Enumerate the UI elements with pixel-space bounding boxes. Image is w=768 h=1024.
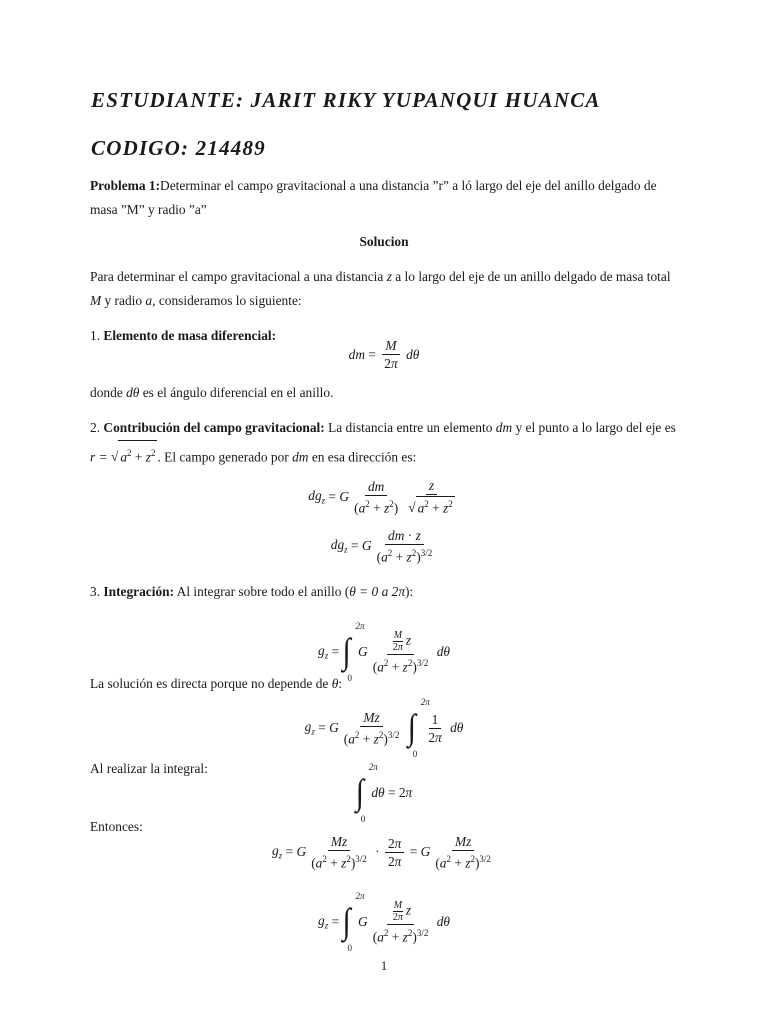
step2-var-dm2: dm bbox=[292, 449, 309, 465]
equation-integral-dtheta: ∫ 2π 0 dθ = 2 π bbox=[355, 762, 413, 824]
intro-paragraph bbox=[90, 265, 682, 313]
step2-text-a: La distancia entre un elemento bbox=[324, 420, 496, 435]
step2-number: 2. bbox=[90, 420, 101, 435]
step1-title: Elemento de masa diferencial: bbox=[103, 328, 277, 343]
problem-statement bbox=[90, 174, 682, 222]
step2-title: Contribución del campo gravitacional: bbox=[103, 420, 325, 435]
intro-var-a: a bbox=[145, 293, 153, 308]
step3-text-b: ): bbox=[405, 584, 414, 599]
equation-gz-integral-1: $g_z$ = ∫ 2π 0 G $\frac{M}{2\pi}$ z $(a^2 + z^2)^{3/2}$ dθ bbox=[318, 621, 450, 684]
student-code-heading: CODIGO: 214489 bbox=[91, 136, 266, 160]
equation-gz-final: $g_z$ = G $\frac{Mz}{(a^2 + z^2)^{3/2}}$ · $\frac{2\pi}{2\pi}$ = G $\frac{Mz}{(a^2 + z^2)^{3/2}}$ bbox=[272, 834, 491, 871]
intro-var-m: M bbox=[90, 293, 102, 308]
step3-title: Integración: bbox=[103, 584, 175, 599]
problem-label: Problema 1: bbox=[90, 178, 161, 193]
step1-number: 1. bbox=[90, 328, 101, 343]
solution-title: Solucion bbox=[359, 234, 409, 249]
step2-text-d: en esa dirección es: bbox=[308, 449, 417, 465]
step1-note-b: es el ángulo diferencial en el anillo. bbox=[139, 385, 334, 400]
equation-gz-2: $g_z$ = G $\frac{Mz}{(a^2 + z^2)^{3/2}}$ ∫ 2π 0 $\frac{1}{2\pi}$ dθ bbox=[304, 697, 464, 760]
step1-note-a: donde bbox=[90, 385, 127, 400]
step2-r-eq: r = bbox=[90, 449, 111, 465]
intro-var-z: z bbox=[386, 269, 392, 284]
intro-text-c: y radio bbox=[101, 293, 146, 308]
equation-gz-integral-2: $g_z$ = ∫ 2π 0 G $\frac{M}{2\pi}$ z $(a^2 + z^2)^{3/2}$ dθ bbox=[318, 891, 450, 954]
direct-text: La solución es directa porque no depende de bbox=[90, 676, 332, 691]
intro-text-a: Para determinar el campo gravitacional a una distancia bbox=[90, 269, 387, 284]
step3-number: 3. bbox=[90, 584, 101, 599]
problem-text: Determinar el campo gravitacional a una distancia ”r” a ló largo del eje del anillo delgado de masa ”M” y radio ”a” bbox=[90, 178, 657, 217]
student-name-heading: ESTUDIANTE: JARIT RIKY YUPANQUI HUANCA bbox=[91, 88, 601, 112]
step2-text-c: . El campo generado por bbox=[157, 449, 293, 465]
then-line: Entonces: bbox=[90, 819, 143, 834]
intro-text-b: a lo largo del eje de un anillo delgado de masa total bbox=[391, 269, 671, 284]
step2-text-b: y el punto a lo largo del eje es bbox=[512, 420, 676, 435]
step3-paragraph bbox=[90, 580, 682, 604]
direct-end: : bbox=[338, 676, 342, 691]
realize-line: Al realizar la integral: bbox=[90, 761, 208, 776]
page-number: 1 bbox=[380, 958, 388, 973]
intro-text-d: , consideramos lo siguiente: bbox=[152, 293, 302, 308]
equation-dgz-1: $dg_z$ = G $\frac{dm}{(a^2 + z^2)}$ z √ $a^2 + z^2$ bbox=[308, 478, 453, 516]
direct-line bbox=[90, 672, 682, 696]
step3-theta-range: θ = 0 a 2π bbox=[349, 584, 406, 599]
direct-var: θ bbox=[331, 676, 339, 691]
equation-dm: dm = $\frac{M}{2\pi}$ dθ bbox=[348, 338, 420, 371]
step2-paragraph bbox=[90, 416, 682, 469]
step3-text-a: Al integrar sobre todo el anillo ( bbox=[174, 584, 350, 599]
step2-var-dm: dm bbox=[495, 420, 513, 435]
equation-dgz-2: $dg_z$ = G $\frac{dm \cdot z}{(a^2 + z^2)^{3/2}}$ bbox=[330, 528, 433, 565]
sqrt-expression: √ $a^2 + z^2$ bbox=[111, 440, 158, 469]
step1-note bbox=[90, 381, 682, 405]
step1-note-var: dθ bbox=[126, 385, 140, 400]
